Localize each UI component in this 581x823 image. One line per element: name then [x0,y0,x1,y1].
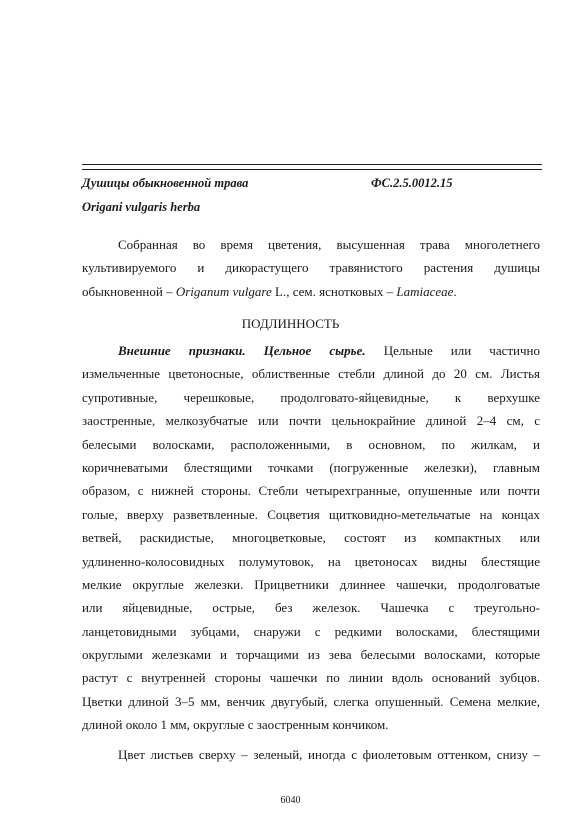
text-line: Собранная во время цветения, высушенная трава многолетнего [118,237,540,252]
header-rule-top [82,164,542,165]
intro-paragraph [82,233,540,303]
latin-name: Origani vulgaris herba [82,200,201,214]
text-line: коричневатыми блестящими точками (погруженные железки), главным [82,459,540,475]
monograph-header [82,176,542,194]
text-line: округлыми железками и торчащими из зева белесыми волосками, которые [82,647,540,663]
text-line: длиной около 1 мм, округлые с заостренным кончиком. [82,717,389,733]
color-paragraph [82,743,540,766]
text-line: растут с внутренней стороны чашечки по линии вдоль оснований зубцов. [82,670,540,686]
text-line [82,280,540,303]
text-line: образом, с нижней стороны. Стебли четырехгранные, опушенные или почти [82,483,540,499]
text-line: удлиненно-колосовидных полумутовок, на цветоносах видны блестящие [82,553,540,569]
text-line: измельченные цветоносные, облиственные стебли длиной до 20 см. Листья [82,366,540,382]
section-heading: ПОДЛИННОСТЬ [241,316,340,331]
features-label: Внешние признаки. Цельное сырье. [118,343,366,358]
text-line: или яйцевидные, острые, без железок. Чашечка с треугольно- [82,600,540,616]
text-line: ланцетовидными зубцами, снаружи с редкими волосками, блестящими [82,623,540,639]
text-line: Цветки длиной 3–5 мм, венчик двугубый, слегка опушенный. Семена мелкие, [82,693,540,709]
text-line: Цвет листьев сверху – зеленый, иногда с фиолетовым оттенком, снизу – [118,747,540,762]
text-line: заостренные, мелкозубчатые или почти цельнокрайние длиной 2–4 см, с [82,413,540,429]
text-line: белесыми волосками, расположенными, в основном, по жилкам, и [82,436,540,452]
text-span: обыкновенной – [82,283,176,299]
page-number: 6040 [280,795,301,806]
text-line: голые, вверху разветвленные. Соцветия щитковидно-метельчатые на концах [82,506,540,522]
features-paragraph [82,339,540,737]
text-line: супротивные, черешковые, продолговато-яйцевидные, к верхушке [82,389,540,405]
monograph-code: ФС.2.5.0012.15 [371,176,453,190]
monograph-title: Душицы обыкновенной трава [82,176,249,190]
family-latin: Lamiaceae [396,283,454,299]
text-line: ветвей, раскидистые, многоцветковые, состоят из компактных или [82,530,540,546]
text-line: культивируемого и дикорастущего травянистого растения душицы [82,260,540,276]
text-line [82,339,540,362]
text-line: мелкие округлые железки. Прицветники длиннее чашечки, продолговатые [82,576,540,592]
text-span: . [453,283,457,299]
text-span: L., сем. яснотковых – [271,283,397,299]
header-rule-bottom [82,169,542,170]
species-latin: Origanum vulgare [175,283,272,299]
text-span: Цельные или частично [365,343,540,358]
